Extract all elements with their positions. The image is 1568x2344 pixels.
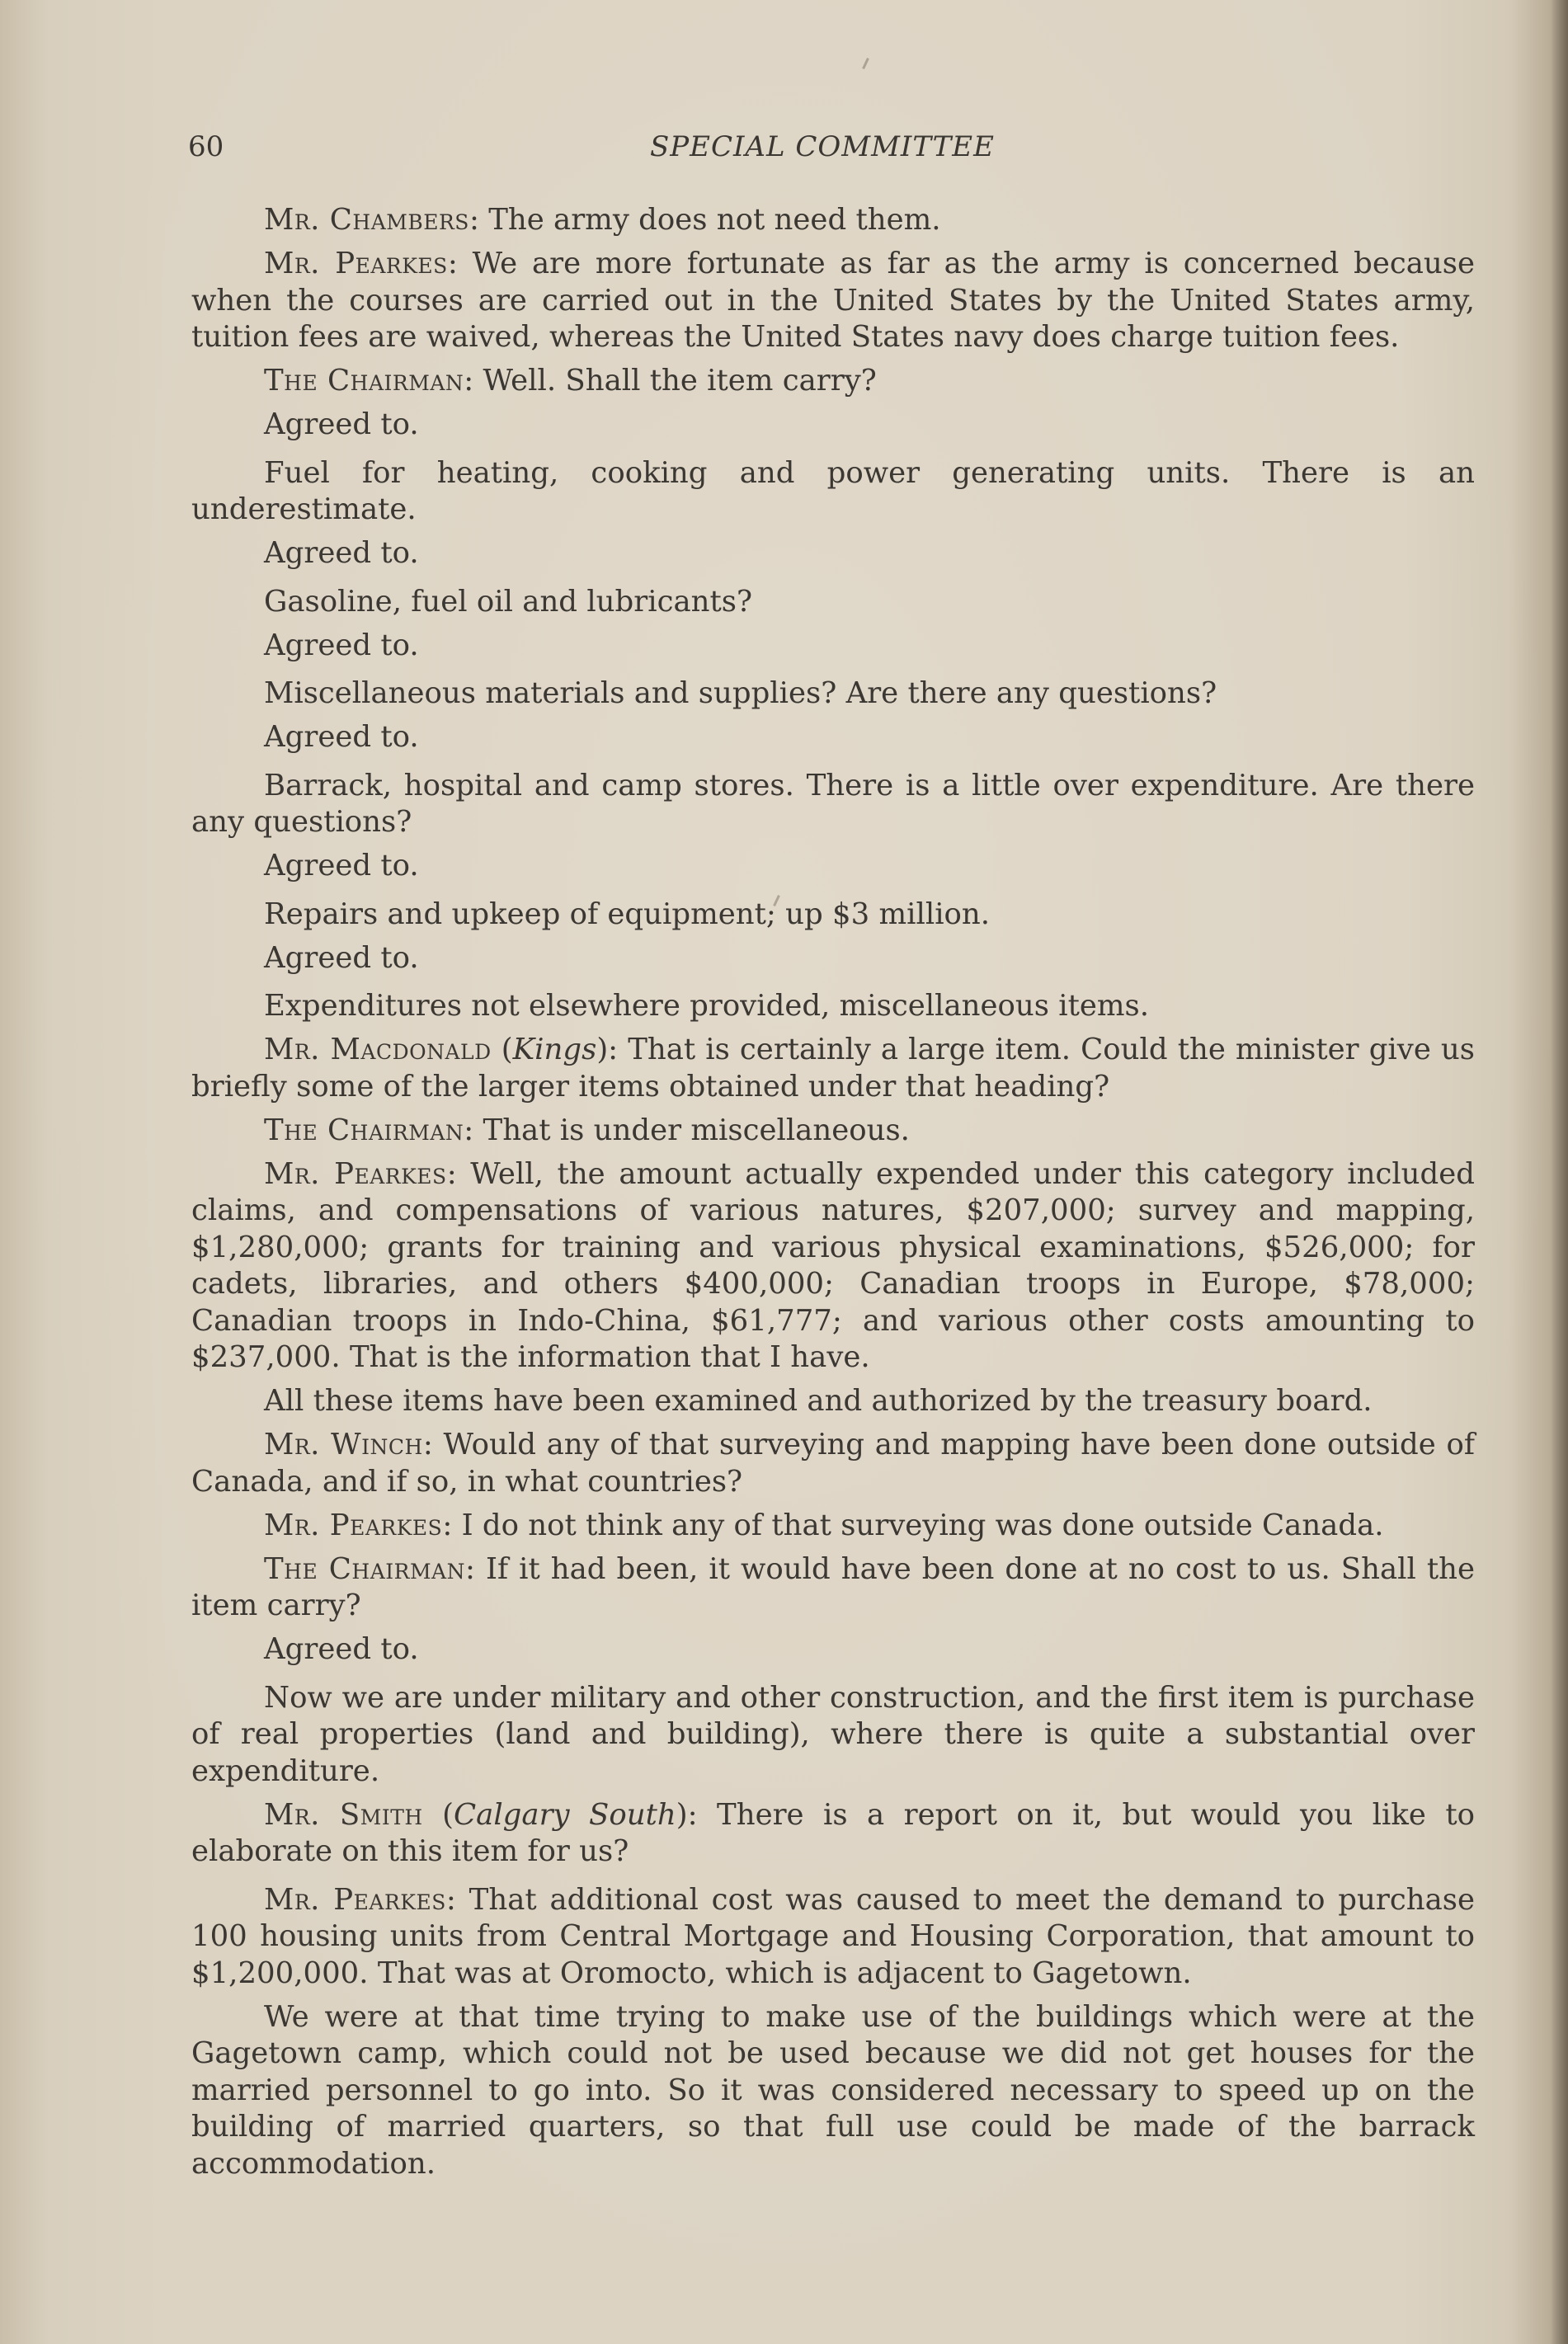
paragraph-text: I do not think any of that surveying was done outside Canada. xyxy=(452,1508,1384,1542)
speaker-riding: Kings xyxy=(512,1033,597,1066)
paragraph xyxy=(191,584,1475,621)
paragraph-text: Repairs and upkeep of equipment; up $3 million. xyxy=(264,897,991,931)
speech-paragraph: Mr. Macdonald (Kings): That is certainly a large item. Could the minister give us briefly some of the larger items obtained under that heading? xyxy=(191,1033,1475,1104)
paragraph-text: Now we are under military and other construction, and the first item is purchase of real properties (land and building), where there is quite a substantial over expenditure. xyxy=(191,1680,1475,1788)
speaker-colon: : xyxy=(464,1551,475,1586)
speaker-colon: : xyxy=(687,1797,698,1832)
transcript-body xyxy=(191,202,1475,2190)
paragraph-text: Agreed to. xyxy=(264,407,419,441)
paragraph xyxy=(191,535,1475,572)
paragraph xyxy=(191,628,1475,665)
speech-paragraph xyxy=(191,1882,1475,1993)
paper-speck xyxy=(862,58,869,69)
paragraph xyxy=(191,1680,1475,1791)
paragraph xyxy=(191,455,1475,529)
paragraph-text: Agreed to. xyxy=(264,628,419,662)
speaker-name: Mr. Macdonald xyxy=(264,1033,492,1066)
speech-paragraph xyxy=(191,1156,1475,1377)
paragraph-text: Expenditures not elsewhere provided, miscellaneous items. xyxy=(264,989,1150,1023)
paragraph xyxy=(191,848,1475,885)
paragraph xyxy=(191,988,1475,1025)
speaker-colon: : xyxy=(445,1882,456,1917)
speech-paragraph xyxy=(191,1508,1475,1545)
speaker-colon: : xyxy=(446,1156,457,1191)
paragraph xyxy=(191,675,1475,713)
speaker-name: Mr. Winch xyxy=(264,1428,423,1461)
speech-paragraph xyxy=(191,1113,1475,1150)
running-title: SPECIAL COMMITTEE xyxy=(650,130,995,163)
speaker-riding: Calgary South xyxy=(454,1797,676,1832)
speaker-colon: : xyxy=(422,1428,433,1461)
paragraph-text: That is certainly a large item. Could the minister give us briefly some of the larger items obtained under that heading? xyxy=(191,1033,1475,1104)
paragraph-text: Fuel for heating, cooking and power generating units. There is an underestimate. xyxy=(191,455,1475,526)
speaker-colon: : xyxy=(442,1508,453,1542)
paragraph-text: We were at that time trying to make use of the buildings which were at the Gagetown camp, which could not be used because we did not get houses for the married personnel to go into. So it was considered necessary to speed up on the building of married quarters, so that full use could be made of the barrack accommodation. xyxy=(191,1999,1475,2181)
speech-paragraph xyxy=(191,202,1475,239)
paragraph-text: That additional cost was caused to meet the demand to purchase 100 housing units from Central Mortgage and Housing Corporation, that amount to $1,200,000. That was at Oromocto, which is adjacent to Gagetown. xyxy=(191,1882,1475,1990)
speaker-colon: : xyxy=(608,1033,619,1066)
paragraph-text: Agreed to. xyxy=(264,940,419,975)
paragraph-text: Barrack, hospital and camp stores. There is a little over expenditure. Are there any questions? xyxy=(191,768,1475,839)
speaker-colon: : xyxy=(469,203,479,237)
paragraph-text: All these items have been examined and authorized by the treasury board. xyxy=(264,1384,1373,1418)
paragraph-text: Agreed to. xyxy=(264,849,419,883)
speaker-name: Mr. Pearkes xyxy=(264,1882,446,1917)
speaker-name: The Chairman xyxy=(264,364,464,398)
paragraph-text: If it had been, it would have been done at no cost to us. Shall the item carry? xyxy=(191,1551,1475,1622)
paragraph xyxy=(191,940,1475,977)
speaker-name: Mr. Smith xyxy=(264,1797,423,1832)
speaker-name: Mr. Pearkes xyxy=(264,247,448,280)
speech-paragraph xyxy=(191,1427,1475,1500)
paragraph-text: Agreed to. xyxy=(264,536,419,570)
paragraph xyxy=(191,1999,1475,2183)
paragraph-text: The army does not need them. xyxy=(478,203,941,237)
page-header xyxy=(188,130,1475,172)
paragraph-text: We are more fortunate as far as the army is concerned because when the courses are carried out in the United States by the United States army, tuition fees are waived, whereas the United States navy does charge tuition fees. xyxy=(191,247,1476,354)
paragraph xyxy=(191,1631,1475,1669)
paragraph xyxy=(191,1383,1475,1420)
speaker-name: Mr. Chambers xyxy=(264,203,469,237)
paragraph xyxy=(191,897,1475,934)
paragraph-text: Agreed to. xyxy=(264,1632,419,1666)
speech-paragraph xyxy=(191,1551,1475,1625)
paragraph-text: Would any of that surveying and mapping have been done outside of Canada, and if so, in what countries? xyxy=(191,1428,1475,1499)
paragraph-text: Well. Shall the item carry? xyxy=(473,364,877,398)
speaker-name: The Chairman xyxy=(264,1113,464,1147)
speech-paragraph xyxy=(191,363,1475,400)
speaker-name: The Chairman xyxy=(264,1551,465,1586)
page-number: 60 xyxy=(188,130,224,163)
paragraph-text: Gasoline, fuel oil and lubricants? xyxy=(264,584,753,619)
paragraph xyxy=(191,768,1475,841)
paragraph-text: There is a report on it, but would you like to elaborate on this item for us? xyxy=(191,1797,1476,1868)
paragraph-text: Agreed to. xyxy=(264,720,419,754)
paragraph-text: That is under miscellaneous. xyxy=(473,1113,910,1147)
speaker-colon: : xyxy=(464,364,474,398)
paragraph-text: Well, the amount actually expended under this category included claims, and compensations of various natures, $207,000; survey and mapping, $1,280,000; grants for training and various physical examinations, $526,000; for cadets, libraries, and others $400,000; Canadian troops in Europe, $78,000; Canadian troops in Indo-China, $61,777; and various other costs amounting to $237,000. That is the information that I have. xyxy=(191,1156,1476,1374)
paragraph-text: Miscellaneous materials and supplies? Are there any questions? xyxy=(264,676,1217,710)
page-edge-shadow xyxy=(1550,0,1568,2344)
speech-paragraph: Mr. Smith (Calgary South): There is a report on it, but would you like to elaborate on this item for us? xyxy=(191,1797,1476,1868)
speech-paragraph xyxy=(191,246,1475,356)
speaker-colon: : xyxy=(464,1113,474,1147)
speaker-name: Mr. Pearkes xyxy=(264,1156,447,1191)
paragraph xyxy=(191,407,1475,444)
paragraph xyxy=(191,719,1475,756)
speaker-colon: : xyxy=(447,247,458,280)
speaker-name: Mr. Pearkes xyxy=(264,1508,443,1542)
